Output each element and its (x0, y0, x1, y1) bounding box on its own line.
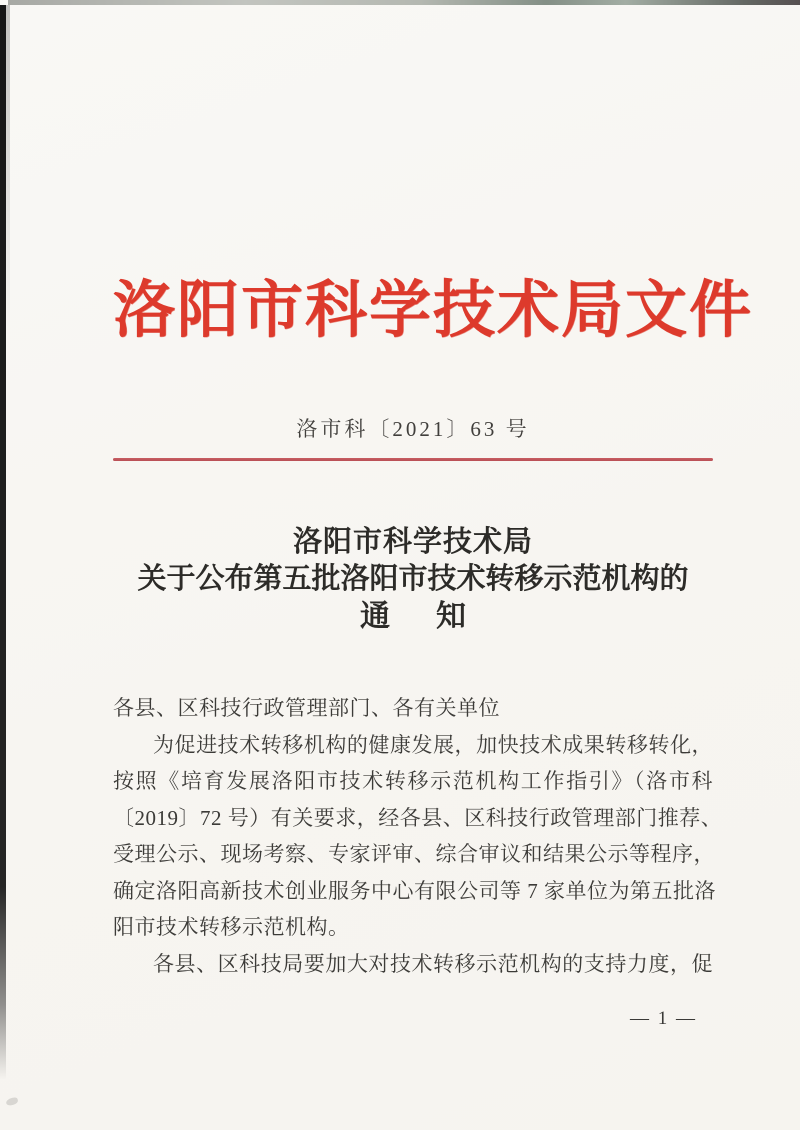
document-content (113, 0, 754, 1130)
notice-word-line (113, 598, 713, 636)
body-line: 各县、区科技局要加大对技术转移示范机构的支持力度，促 (153, 951, 713, 976)
notice-body (113, 690, 723, 982)
body-line: 受理公示、现场考察、专家评审、综合审议和结果公示等程序， (113, 842, 715, 866)
document-reference-number: 洛市科〔2021〕63 号 (296, 417, 530, 441)
notice-subject-title: 关于公布第五批洛阳市技术转移示范机构的 (137, 563, 689, 595)
salutation-line: 各县、区科技行政管理部门、各有关单位 (113, 696, 500, 720)
body-line: 确定洛阳高新技术创业服务中心有限公司等 7 家单位为第五批洛 (113, 878, 716, 903)
scan-left-edge-shadow (6, 5, 10, 335)
scan-smudge-mark (5, 1097, 18, 1107)
notice-title-block (113, 524, 713, 636)
page-number: — 1 — (630, 1008, 697, 1029)
notice-char-1: 通 (360, 600, 390, 633)
issuing-authority-title: 洛阳市科学技术局 (292, 526, 533, 558)
body-line: 阳市技术转移示范机构。 (113, 915, 350, 939)
red-letterhead-banner: 洛阳市科学技术局文件 (113, 277, 754, 345)
body-line: 按照《培育发展洛阳市技术转移示范机构工作指引》（洛市科 (113, 769, 713, 793)
body-line: 为促进技术转移机构的健康发展，加快技术成果转移转化， (153, 732, 713, 757)
notice-char-2: 知 (436, 600, 466, 633)
red-divider-line (113, 458, 713, 461)
body-line: 〔2019〕72 号）有关要求，经各县、区科技行政管理部门推荐、 (113, 805, 723, 830)
